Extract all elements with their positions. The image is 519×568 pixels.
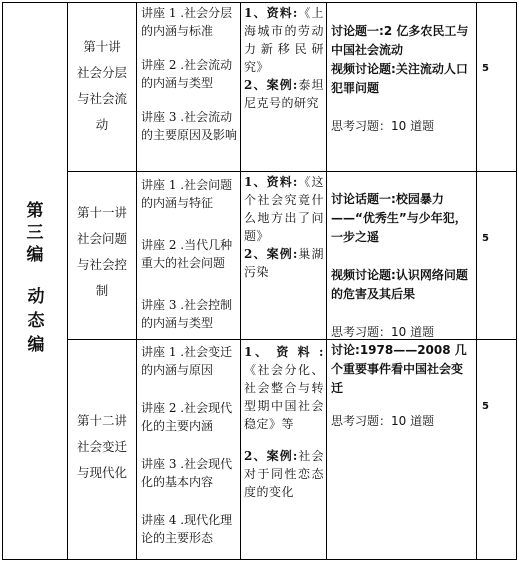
lecture-line: 社会变迁	[76, 439, 127, 454]
lecture-title	[70, 408, 134, 486]
section-subtitle	[24, 285, 48, 357]
topic-item: 讲座 1 .社会问题的内涵与特征	[141, 178, 233, 210]
case-text: 社会对于同性恋态度的变化	[244, 449, 324, 499]
video-discussion-label: 视频讨论题:	[331, 268, 396, 282]
materials	[244, 343, 324, 501]
lecture-line: 社会分层	[76, 65, 127, 80]
exercise-text: 思考习题：10 道题	[331, 325, 435, 339]
column-divider	[136, 2, 137, 560]
discussion-label: 讨论题一:	[331, 24, 384, 38]
lecture-title	[70, 34, 134, 138]
row-divider	[67, 171, 517, 172]
exercise-text: 思考习题：10 道题	[331, 414, 435, 428]
section-subtitle-char: 编	[27, 335, 45, 355]
material-text: 《上海城市的劳动力新移民研究》	[244, 6, 324, 74]
discussion	[331, 22, 474, 136]
material-label: 1、 资 料 :	[244, 345, 324, 359]
column-divider	[326, 2, 327, 560]
materials	[244, 173, 324, 281]
case-label: 2、案例:	[244, 247, 298, 261]
discussion-text: 2 亿多农民工与中国社会流动	[331, 24, 469, 57]
material-label: 1、资料:	[244, 175, 298, 189]
video-discussion-text: 关注流动人口犯罪问题	[331, 62, 468, 95]
material-text: 《这个社会究竟什么地方出了问题》	[244, 175, 324, 243]
lecture-line: 社会问题	[76, 231, 127, 246]
lecture-line: 与现代化	[76, 465, 127, 480]
table-border-bottom	[2, 559, 517, 560]
section-subtitle-char: 动	[27, 287, 45, 307]
case-text: 巢湖污染	[244, 247, 324, 279]
table-border-right	[516, 2, 517, 560]
hours: 5	[482, 233, 489, 244]
table-border-left	[2, 2, 3, 560]
case-label: 2、案例:	[244, 78, 298, 92]
discussion-text: 校园暴力——“优秀生”与少年犯，一步之遥	[331, 192, 467, 244]
lecture-line: 制	[95, 283, 109, 298]
column-divider	[67, 2, 68, 560]
lecture-line: 与社会控	[76, 257, 127, 272]
exercise-text: 思考习题：10 道题	[331, 119, 435, 133]
section-title	[20, 200, 50, 266]
topic-item: 讲座 3 .社会流动的主要原因及影响	[141, 110, 238, 142]
case-text: 泰坦尼克号的研究	[244, 78, 324, 110]
material-text: 《社会分化、社会整合与转型期中国社会稳定》等	[244, 363, 324, 431]
material-label: 1、资料:	[244, 6, 298, 20]
hours: 5	[482, 63, 489, 74]
discussion-label: 讨论:	[331, 343, 360, 357]
topic-item: 讲座 4 .现代化理论的主要形态	[141, 513, 233, 545]
column-divider	[476, 2, 477, 560]
topic-item: 讲座 2 .当代几种重大的社会问题	[141, 238, 233, 270]
case-label: 2、案例:	[244, 449, 298, 463]
topic-item: 讲座 1 .社会分层的内涵与标准	[141, 6, 233, 38]
materials	[244, 4, 324, 112]
discussion	[331, 341, 474, 431]
lecture-line: 与社会流	[76, 91, 127, 106]
lecture-line: 第十讲	[83, 39, 121, 54]
topics-list	[141, 4, 237, 144]
topics-list	[141, 343, 237, 547]
topic-item: 讲座 3 .社会现代化的基本内容	[141, 457, 233, 489]
discussion	[331, 190, 474, 342]
topic-item: 讲座 2 .社会现代化的主要内涵	[141, 401, 233, 433]
column-divider	[240, 2, 241, 560]
lecture-title	[70, 200, 134, 304]
discussion-label: 讨论话题一:	[331, 192, 396, 206]
topic-item: 讲座 2 .社会流动的内涵与类型	[141, 58, 233, 90]
topic-item: 讲座 1 .社会变迁的内涵与原因	[141, 345, 233, 377]
hours: 5	[482, 401, 489, 412]
lecture-line: 第十二讲	[76, 413, 127, 428]
section-title-part1: 第三编	[26, 201, 44, 265]
table-border-top	[2, 2, 517, 3]
lecture-line: 动	[95, 117, 109, 132]
lecture-line: 第十一讲	[76, 205, 127, 220]
topic-item: 讲座 3 .社会控制的内涵与类型	[141, 298, 233, 330]
video-discussion-text: 认识网络问题的危害及其后果	[331, 268, 468, 301]
discussion-text: 1978——2008 几个重要事件看中国社会变迁	[331, 343, 467, 395]
section-subtitle-char: 态	[27, 311, 45, 331]
video-discussion-label: 视频讨论题:	[331, 62, 396, 76]
topics-list	[141, 176, 237, 332]
